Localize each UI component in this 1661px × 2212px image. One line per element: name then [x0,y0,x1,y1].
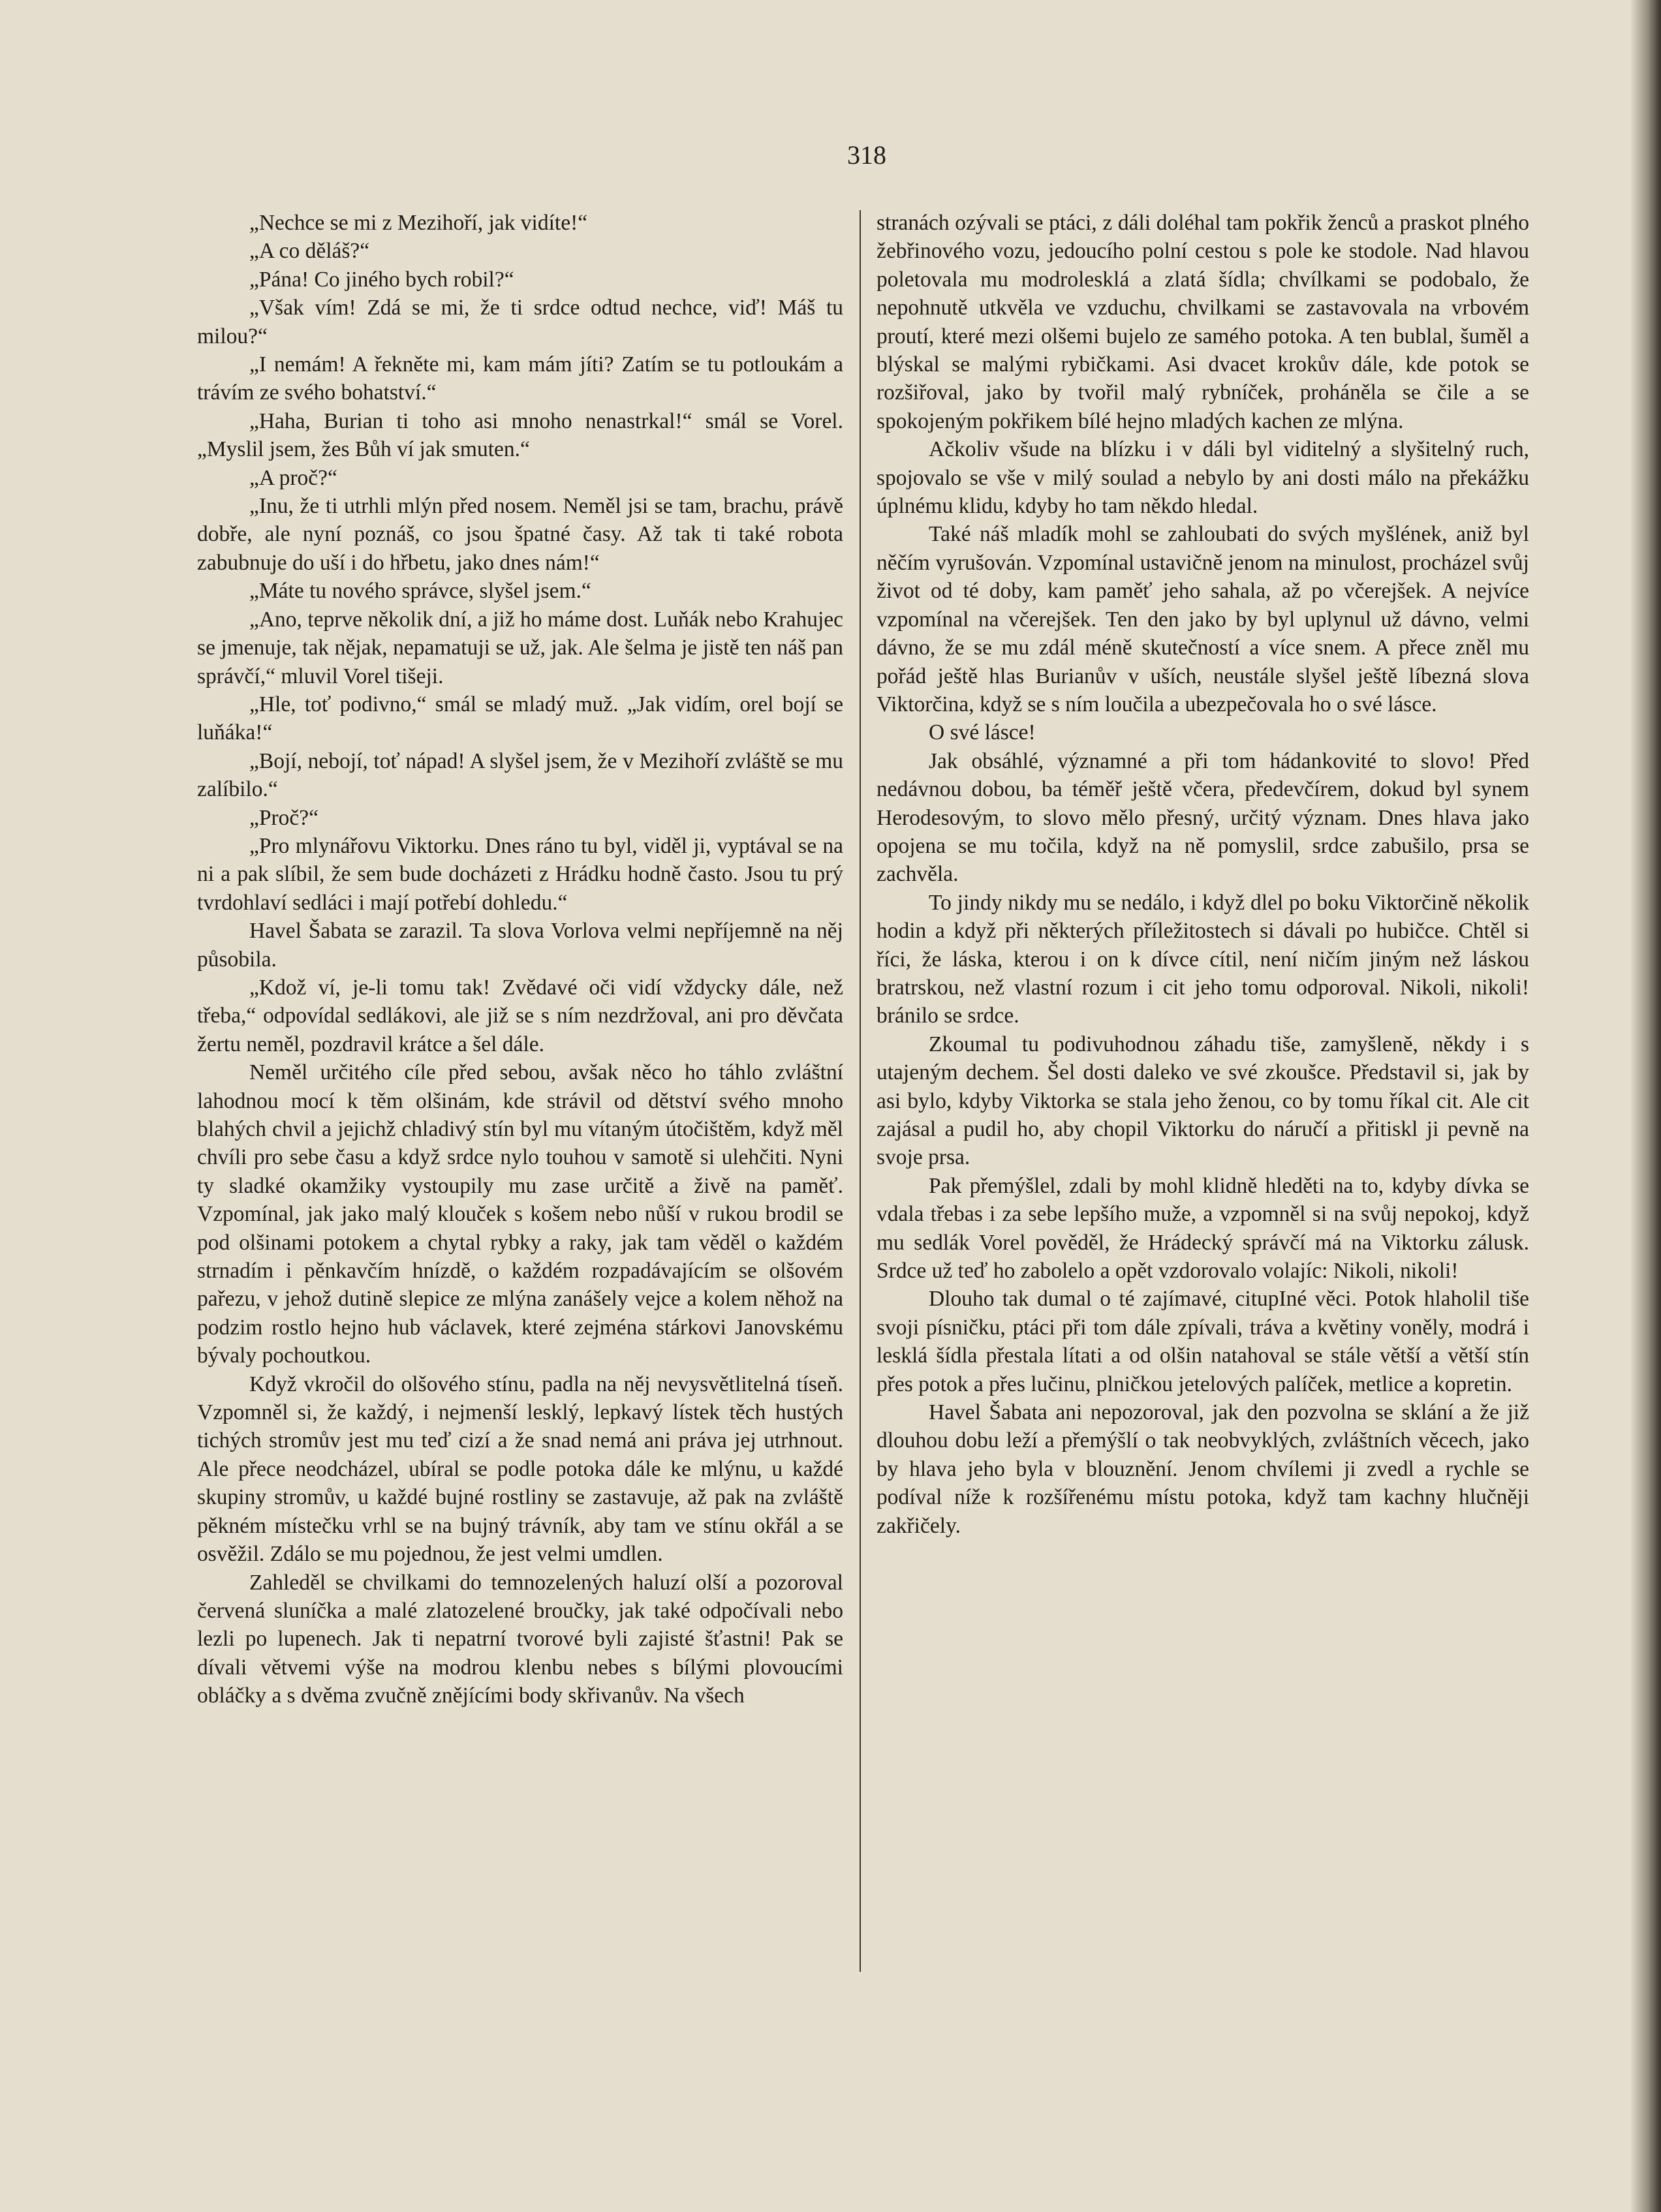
page-number: 318 [847,140,886,170]
paragraph: „Pána! Co jiného bych robil?“ [249,267,514,292]
paragraph: Jak obsáhlé, významné a při tom hádankovité to slovo! Před nedávnou dobou, ba téměř ještě včera, předevčírem, dokud byl synem Herodesovým, to slovo mělo přesný, určitý význam. Dnes hlava jako opojena se mu točila, když na ně pomyslil, srdce zabušilo, prsa se zachvěla. [877,748,1529,887]
paragraph: Když vkročil do olšového stínu, padla na něj nevysvětlitelná tíseň. Vzpomněl si, že každý, i nejmenší lesklý, lepkavý lístek těch hustých tichých stromův jest mu teď cizí a že snad nemá ani práva jej utrhnout. Ale přece neodcházel, ubíral se podle potoka dále ke mlýnu, u každé skupiny stromův, u každé bujné rostliny se zastavuje, až pak na zvláště pěkném místečku vrhl se na bujný trávník, aby tam ve stínu okřál a se osvěžil. Zdálo se mu pojednou, že jest velmi umdlen. [197,1372,843,1567]
left-column [197,209,843,1710]
paragraph: O své lásce! [929,720,1036,745]
page-edge-shadow [1630,0,1661,2212]
paragraph: Pak přemýšlel, zdali by mohl klidně hleděti na to, kdyby dívka se vdala třebas i za sebe lepšího muže, a vzpomněl si na svůj nepokoj, když mu sedlák Vorel pověděl, že Hrádecký správčí má na Viktorku zálusk. Srdce už teď ho zabolelo a opět vzdorovalo volajíc: Nikoli, nikoli! [877,1173,1529,1283]
paragraph: „A proč?“ [249,465,337,490]
paragraph: Dlouho tak dumal o té zajímavé, citupIné věci. Potok hlaholil tiše svoji písničku, ptáci při tom dále zpívali, tráva a květiny voněly, modrá i lesklá šídla přestala lítati a od olšin natahoval se stále větší a větší stín přes potok a přes lučinu, plničkou jetelových palíček, metlice a kopretin. [877,1287,1529,1396]
paragraph: „Však vím! Zdá se mi, že ti srdce odtud nechce, viď! Máš tu milou?“ [197,296,843,348]
paragraph: „Nechce se mi z Mezihoří, jak vidíte!“ [249,211,588,235]
paragraph: Havel Šabata se zarazil. Ta slova Vorlova velmi nepříjemně na něj působila. [197,919,843,972]
paragraph: „I nemám! A řekněte mi, kam mám jíti? Zatím se tu potloukám a trávím ze svého bohatství.“ [197,352,843,405]
paragraph: Havel Šabata ani nepozoroval, jak den pozvolna se sklání a že již dlouhou dobu leží a přemýšlí o tak neobvyklých, zvláštních věcech, jako by hlava jeho byla v blouznění. Jenom chvílemi ji zvedl a rychle se podíval níže k rozšířenému místu potoka, když tam kachny hlučněji zakřičely. [877,1400,1529,1538]
paragraph: „Inu, že ti utrhli mlýn před nosem. Neměl jsi se tam, brachu, právě dobře, ale nyní poznáš, co jsou špatné časy. Až tak ti také robota zabubnuje do uší i do hřbetu, jako dnes nám!“ [197,494,843,575]
right-column [877,209,1529,1540]
paragraph: „Proč?“ [249,805,319,830]
column-divider [860,210,861,1972]
paragraph: Zahleděl se chvilkami do temnozelených haluzí olší a pozoroval červená sluníčka a malé zlatozelené broučky, jak také odpočívali nebo lezli po lupenech. Jak ti nepatrní tvorové byli zajisté šťastni! Pak se dívali větvemi výše na modrou klenbu nebes s bílými plovoucími obláčky a s dvěma zvučně znějícími body skřivanův. Na všech [197,1570,843,1708]
paragraph: „Bojí, nebojí, toť nápad! A slyšel jsem, že v Mezihoří zvláště se mu zalíbilo.“ [197,748,843,802]
paragraph: „Pro mlynářovu Viktorku. Dnes ráno tu byl, viděl ji, vyptával se na ni a pak slíbil, že sem bude docházeti z Hrádku hodně často. Jsou tu prý tvrdohlaví sedláci i mají potřebí dohledu.“ [197,833,843,915]
paragraph: „A co děláš?“ [249,239,370,264]
paragraph: stranách ozývali se ptáci, z dáli doléhal tam pokřik ženců a praskot plného žebřinového vozu, jedoucího polní cestou s pole ke stodole. Nad hlavou poletovala mu modrolesklá a zlatá šídla; chvílkami se podobalo, že nepohnutě utkvěla ve vzduchu, chvilkami se zastavovala na vrbovém proutí, které mezi olšemi bujelo ze samého potoka. A ten bublal, šuměl a blýskal se malými rybičkami. Asi dvacet krokův dále, kde potok se rozšiřoval, jako by tvořil malý rybníček, proháněla se čile a se spokojeným pokřikem bílé hejno mladých kachen ze mlýna. [877,211,1529,433]
paragraph: „Kdož ví, je-li tomu tak! Zvědavé oči vidí vždycky dále, než třeba,“ odpovídal sedlákovi, ale již se s ním nezdržoval, ani pro děvčata žertu neměl, pozdravil krátce a šel dále. [197,975,843,1056]
paragraph: Neměl určitého cíle před sebou, avšak něco ho táhlo zvláštní lahodnou mocí k těm olšinám, kde strávil od dětství svého mnoho blahých chvil a jejichž chladivý stín byl mu vítaným útočištěm, když měl chvíli pro sebe času a když srdce nylo touhou v samotě si ulehčiti. Nyni ty sladké okamžiky vystoupily mu zase určitě a živě na paměť. Vzpomínal, jak jako malý klouček s košem nebo nůší v rukou brodil se pod olšinami potokem a chytal rybky a raky, jak tam věděl o každém strnadím i pěnkavčím hnízdě, o každém rozpadávajícím se olšovém pařezu, v jehož dutině slepice ze mlýna zanášely vejce a kolem něhož na podzim rostlo hejno hub václavek, které zejména stárkovi Janovskému bývaly pochoutkou. [197,1060,843,1368]
paragraph: „Máte tu nového správce, slyšel jsem.“ [249,579,591,604]
paragraph: „Hle, toť podivno,“ smál se mladý muž. „Jak vidím, orel bojí se luňáka!“ [197,692,843,745]
paragraph: „Haha, Burian ti toho asi mnoho nenastrkal!“ smál se Vorel. „Myslil jsem, žes Bůh ví jak smuten.“ [197,408,843,462]
paragraph: To jindy nikdy mu se nedálo, i když dlel po boku Viktorčině několik hodin a když při některých příležitostech si dávali po hubičce. Chtěl si říci, že láska, kterou i on k dívce cítil, není ničím jiným než láskou bratrskou, než vlastní rozum i cit jeho tomu odporoval. Nikoli, nikoli! bránilo se srdce. [877,890,1529,1028]
paragraph: Ačkoliv všude na blízku i v dáli byl viditelný a slyšitelný ruch, spojovalo se vše v milý soulad a nebylo by ani dosti málo na překážku úplnému klidu, kdyby ho tam někdo hledal. [877,437,1529,519]
paragraph: „Ano, teprve několik dní, a již ho máme dost. Luňák nebo Krahujec se jmenuje, tak nějak, nepamatuji se už, jak. Ale šelma je jistě ten náš pan správčí,“ mluvil Vorel tišeji. [197,607,843,688]
paragraph: Také náš mladík mohl se zahloubati do svých myšlének, aniž byl něčím vyrušován. Vzpomínal ustavičně jenom na minulost, procházel svůj život od té doby, kam paměť jeho sahala, až po včerejšek. A nejvíce vzpomínal na včerejšek. Ten den jako by byl uplynul už dávno, velmi dávno, že se mu zdál méně skutečností a více snem. A přece zněl mu pořád ještě hlas Burianův v uších, neustále slyšel ještě líbezná slova Viktorčina, když se s ním loučila a ubezpečovala ho o své lásce. [877,522,1529,716]
paragraph: Zkoumal tu podivuhodnou záhadu tiše, zamyšleně, někdy i s utajeným dechem. Šel dosti daleko ve své zkoušce. Představil si, jak by asi bylo, kdyby Viktorka se stala jeho ženou, co by tomu říkal cit. Ale cit zajásal a pudil ho, aby chopil Viktorku do náručí a přitiskl ji pevně na svoje prsa. [877,1032,1529,1170]
